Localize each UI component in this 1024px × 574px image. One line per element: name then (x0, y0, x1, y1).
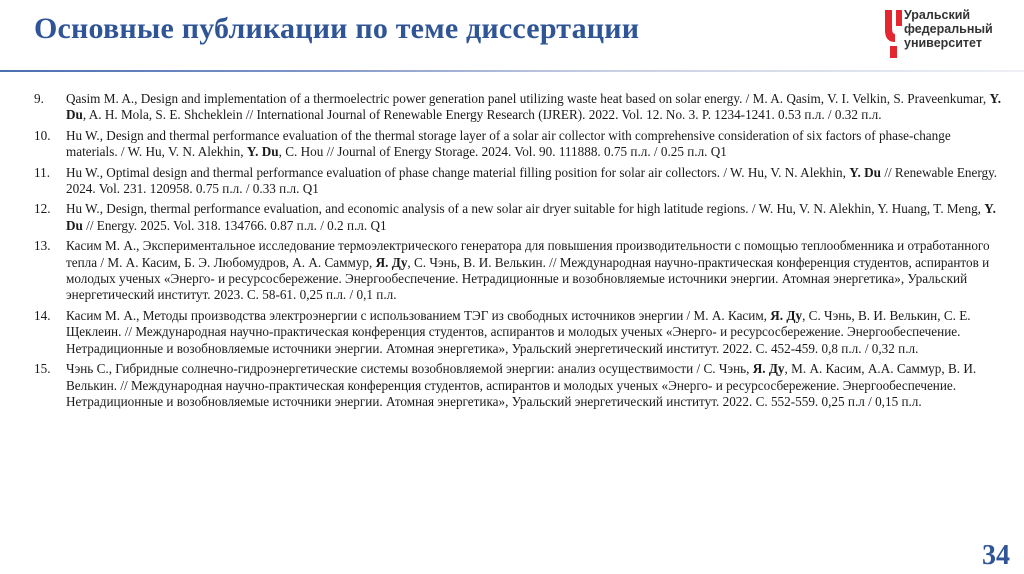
reference-text-part: Касим М. А., Методы производства электроэнергии с использованием ТЭГ из свободных источников энергии / М. А. Касим, (66, 307, 771, 323)
reference-text-part: , М. А. Касим, А.А. Саммур, В. И. Велькин. // Международная научно-практическая конференция студентов, аспирантов и молодых ученых «Энерго- и ресурсосбережение. Энергообеспечение. Нетрадиционные и возобновляемые источники энергии. Атомная энергетика», Уральский энергетический институт. 2022. С. 552-559. 0,25 п.л / 0,15 п.л. (66, 361, 977, 409)
reference-number: 10. (34, 127, 51, 143)
logo-line: федеральный (904, 22, 993, 36)
reference-text (66, 361, 976, 409)
urfu-logo-text (904, 8, 993, 50)
reference-text-part: Hu W., Design, thermal performance evaluation, and economic analysis of a new solar air dryer suitable for high latitude regions. / W. Hu, V. N. Alekhin, Y. Huang, T. Meng, (66, 201, 985, 217)
reference-text (66, 238, 990, 302)
reference-text-part: , A. H. Mola, S. E. Shcheklein // International Journal of Renewable Energy Research (IJRER). 2022. Vol. 12. No. 3. P. 1234-1241. 0.53 п.л. / 0.32 п.л. (82, 107, 882, 123)
author-highlight: Я. Ду (770, 307, 803, 323)
reference-text-part: Hu W., Design and thermal performance evaluation of the thermal storage layer of a solar air collector with comprehensive consideration of six factors of phase-change materials. / W. Hu, V. N. Alekhin, (66, 127, 951, 160)
author-highlight: Y. Du (66, 201, 996, 233)
reference-number: 13. (34, 238, 51, 254)
reference-text-part: // Renewable Energy. 2024. Vol. 231. 120958. 0.75 п.л. / 0.33 п.л. Q1 (66, 164, 998, 197)
slide-title: Основные публикации по теме диссертации (34, 12, 640, 45)
reference-list (34, 91, 1002, 414)
reference-text-part: Qasim M. A., Design and implementation of a thermoelectric power generation panel utilizing waste heat based on solar energy. / M. A. Qasim, V. I. Velkin, S. Praveenkumar, (66, 91, 990, 106)
reference-item (34, 165, 1002, 198)
reference-item (34, 361, 1002, 410)
logo-line: университет (904, 36, 982, 50)
author-highlight: Я. Ду (375, 254, 408, 270)
reference-text (66, 308, 971, 356)
urfu-logo-mark-icon (882, 8, 904, 58)
reference-text-part: Чэнь С., Гибридные солнечно-гидроэнергетические системы возобновляемой энергии: анализ осуществимости / С. Чэнь, (66, 361, 753, 377)
urfu-logo (882, 8, 1012, 64)
reference-text (66, 91, 1001, 122)
reference-number: 14. (34, 307, 51, 323)
page-number: 34 (982, 540, 1010, 571)
reference-item (34, 91, 1002, 124)
author-highlight: Y. Du (849, 164, 882, 180)
author-highlight: Y. Du (66, 91, 1002, 123)
reference-text (66, 165, 997, 196)
reference-text-part: , С. Чэнь, В. И. Велькин, С. Е. Щеклеин. // Международная научно-практическая конференция студентов, аспирантов и молодых ученых «Энерго- и ресурсосбережение. Энергообеспечение. Нетрадиционные и возобновляемые источники энергии. Атомная энергетика», Уральский энергетический институт. 2022. С. 452-459. 0,8 п.л. / 0,32 п.л. (66, 307, 971, 356)
reference-text-part: , C. Hou // Journal of Energy Storage. 2024. Vol. 90. 111888. 0.75 п.л. / 0.25 п.л. Q1 (278, 144, 727, 160)
reference-text-part: , С. Чэнь, В. И. Велькин. // Международная научно-практическая конференция студентов, аспирантов и молодых ученых «Энерго- и ресурсосбережение. Энергообеспечение. Нетрадиционные и возобновляемые источники энергии. Атомная энергетика», Уральский энергетический институт. 2023. С. 58-61. 0,25 п.л. / 0,1 п.л. (66, 254, 990, 303)
reference-text (66, 201, 996, 232)
reference-number: 12. (34, 201, 51, 217)
reference-item (34, 238, 1002, 304)
reference-text-part: // Energy. 2025. Vol. 318. 134766. 0.87 п.л. / 0.2 п.л. Q1 (82, 217, 387, 233)
reference-text-part: Hu W., Optimal design and thermal performance evaluation of phase change material filling position for solar air collectors. / W. Hu, V. N. Alekhin, (66, 164, 850, 180)
logo-line: Уральский (904, 8, 971, 22)
reference-item (34, 308, 1002, 357)
reference-number: 15. (34, 361, 51, 377)
title-divider (0, 70, 1024, 72)
author-highlight: Я. Ду (752, 361, 785, 377)
reference-text-part: Касим М. А., Экспериментальное исследование термоэлектрического генератора для повышения производительности с помощью теплообменника и отработанного тепла / М. А. Касим, Б. Э. Любомудров, А. А. Саммур, (66, 238, 990, 270)
reference-number: 11. (34, 164, 50, 180)
reference-item (34, 201, 1002, 234)
reference-number: 9. (34, 91, 44, 106)
reference-text (66, 128, 951, 159)
author-highlight: Y. Du (246, 144, 279, 160)
reference-item (34, 128, 1002, 161)
